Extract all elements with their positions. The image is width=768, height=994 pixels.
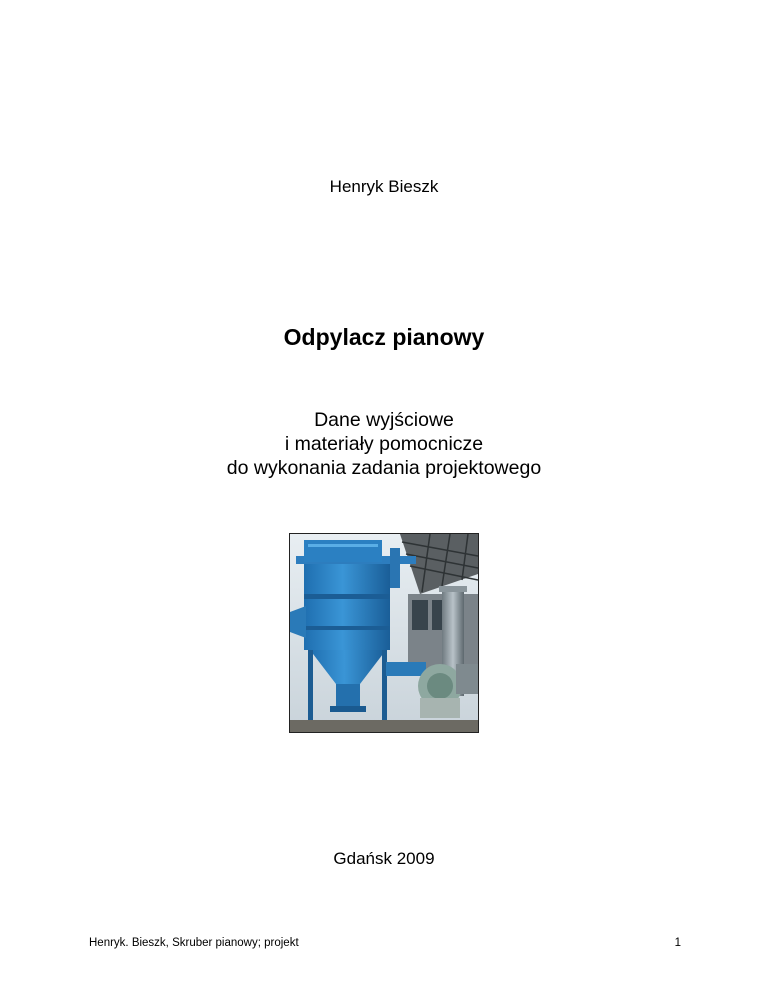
place-and-date: Gdańsk 2009 (333, 849, 435, 868)
author-name: Henryk Bieszk (329, 177, 439, 196)
document-subtitle (0, 408, 768, 480)
footer-text: Henryk. Bieszk, Skruber pianowy; projekt (89, 937, 299, 949)
subtitle-line-3: do wykonania zadania projektowego (226, 457, 542, 479)
foam-scrubber-photo (289, 533, 479, 733)
subtitle-line-2: i materiały pomocnicze (284, 433, 484, 455)
document-title: Odpylacz pianowy (283, 324, 485, 350)
subtitle-line-1: Dane wyjściowe (314, 409, 454, 431)
page-number: 1 (674, 937, 681, 949)
